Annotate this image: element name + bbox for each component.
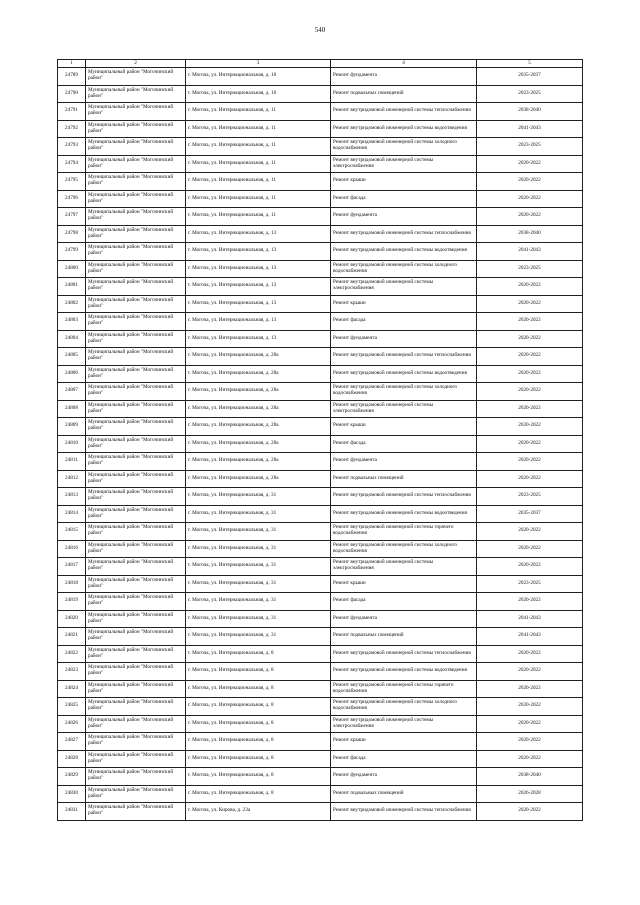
period-cell: 2020-2022 (477, 453, 583, 471)
work-type-cell: Ремонт фасада (331, 190, 477, 208)
work-type-cell: Ремонт фундамента (331, 610, 477, 628)
period-cell: 2020-2022 (477, 330, 583, 348)
municipality-cell: Муниципальный район "Могочинский район" (86, 295, 186, 313)
row-number: 24793 (58, 138, 86, 156)
work-type-cell: Ремонт фундамента (331, 208, 477, 226)
work-type-cell: Ремонт внутридомовой инженерной системы холодного водоснабжения (331, 138, 477, 156)
row-number: 24808 (58, 400, 86, 418)
table-row (58, 103, 583, 121)
municipality-cell: Муниципальный район "Могочинский район" (86, 505, 186, 523)
table-row (58, 470, 583, 488)
municipality-cell: Муниципальный район "Могочинский район" (86, 680, 186, 698)
table-row (58, 540, 583, 558)
table-row (58, 173, 583, 191)
address-cell: г. Могоча, ул. Интернациональная, д. 11 (186, 173, 331, 191)
table-row (58, 190, 583, 208)
column-header: 1 (58, 60, 86, 68)
period-cell: 2020-2022 (477, 435, 583, 453)
row-number: 24809 (58, 418, 86, 436)
period-cell: 2020-2022 (477, 645, 583, 663)
row-number: 24813 (58, 488, 86, 506)
row-number: 24797 (58, 208, 86, 226)
row-number: 24803 (58, 313, 86, 331)
municipality-cell: Муниципальный район "Могочинский район" (86, 138, 186, 156)
municipality-cell: Муниципальный район "Могочинский район" (86, 383, 186, 401)
work-type-cell: Ремонт внутридомовой инженерной системы электроснабжения (331, 558, 477, 576)
period-cell: 2023-2025 (477, 85, 583, 103)
municipality-cell: Муниципальный район "Могочинский район" (86, 645, 186, 663)
period-cell: 2020-2022 (477, 295, 583, 313)
municipality-cell: Муниципальный район "Могочинский район" (86, 225, 186, 243)
row-number: 24796 (58, 190, 86, 208)
table-row (58, 488, 583, 506)
municipality-cell: Муниципальный район "Могочинский район" (86, 190, 186, 208)
period-cell: 2020-2022 (477, 348, 583, 366)
work-type-cell: Ремонт внутридомовой инженерной системы теплоснабжения (331, 803, 477, 821)
row-number: 24828 (58, 750, 86, 768)
municipality-cell: Муниципальный район "Могочинский район" (86, 243, 186, 261)
address-cell: г. Могоча, ул. Интернациональная, д. 8 (186, 663, 331, 681)
municipality-cell: Муниципальный район "Могочинский район" (86, 733, 186, 751)
table-row (58, 85, 583, 103)
address-cell: г. Могоча, ул. Кирова, д. 23а (186, 803, 331, 821)
table-row (58, 278, 583, 296)
municipality-cell: Муниципальный район "Могочинский район" (86, 540, 186, 558)
work-type-cell: Ремонт крыши (331, 575, 477, 593)
period-cell: 2020-2022 (477, 593, 583, 611)
municipality-cell: Муниципальный район "Могочинский район" (86, 348, 186, 366)
address-cell: г. Могоча, ул. Интернациональная, д. 31 (186, 575, 331, 593)
row-number: 24821 (58, 628, 86, 646)
table-row (58, 575, 583, 593)
row-number: 24800 (58, 260, 86, 278)
period-cell: 2020-2022 (477, 190, 583, 208)
table-row (58, 505, 583, 523)
address-cell: г. Могоча, ул. Интернациональная, д. 28а (186, 470, 331, 488)
municipality-cell: Муниципальный район "Могочинский район" (86, 768, 186, 786)
table-row (58, 768, 583, 786)
municipality-cell: Муниципальный район "Могочинский район" (86, 103, 186, 121)
municipality-cell: Муниципальный район "Могочинский район" (86, 488, 186, 506)
work-type-cell: Ремонт внутридомовой инженерной системы электроснабжения (331, 715, 477, 733)
period-cell: 2020-2022 (477, 715, 583, 733)
period-cell: 2020-2022 (477, 540, 583, 558)
work-type-cell: Ремонт внутридомовой инженерной системы теплоснабжения (331, 488, 477, 506)
period-cell: 2020-2022 (477, 663, 583, 681)
table-row (58, 295, 583, 313)
table-row (58, 453, 583, 471)
address-cell: г. Могоча, ул. Интернациональная, д. 11 (186, 190, 331, 208)
row-number: 24789 (58, 68, 86, 86)
municipality-cell: Муниципальный район "Могочинский район" (86, 453, 186, 471)
municipality-cell: Муниципальный район "Могочинский район" (86, 260, 186, 278)
column-header: 2 (86, 60, 186, 68)
address-cell: г. Могоча, ул. Интернациональная, д. 28а (186, 365, 331, 383)
work-type-cell: Ремонт внутридомовой инженерной системы теплоснабжения (331, 103, 477, 121)
table-row (58, 68, 583, 86)
period-cell: 2020-2022 (477, 470, 583, 488)
table-row (58, 400, 583, 418)
address-cell: г. Могоча, ул. Интернациональная, д. 31 (186, 540, 331, 558)
table-row (58, 138, 583, 156)
row-number: 24811 (58, 453, 86, 471)
address-cell: г. Могоча, ул. Интернациональная, д. 10 (186, 85, 331, 103)
table-row (58, 750, 583, 768)
period-cell: 2041-2043 (477, 610, 583, 628)
row-number: 24794 (58, 155, 86, 173)
work-type-cell: Ремонт фундамента (331, 768, 477, 786)
municipality-cell: Муниципальный район "Могочинский район" (86, 330, 186, 348)
municipality-cell: Муниципальный район "Могочинский район" (86, 785, 186, 803)
row-number: 24791 (58, 103, 86, 121)
work-type-cell: Ремонт внутридомовой инженерной системы горячего водоснабжения (331, 523, 477, 541)
period-cell: 2020-2022 (477, 400, 583, 418)
row-number: 24790 (58, 85, 86, 103)
work-type-cell: Ремонт внутридомовой инженерной системы горячего водоснабжения (331, 680, 477, 698)
address-cell: г. Могоча, ул. Интернациональная, д. 31 (186, 593, 331, 611)
work-type-cell: Ремонт внутридомовой инженерной системы теплоснабжения (331, 225, 477, 243)
row-number: 24817 (58, 558, 86, 576)
table-row (58, 610, 583, 628)
municipality-cell: Муниципальный район "Могочинский район" (86, 278, 186, 296)
table-row (58, 383, 583, 401)
work-type-cell: Ремонт внутридомовой инженерной системы электроснабжения (331, 400, 477, 418)
address-cell: г. Могоча, ул. Интернациональная, д. 28а (186, 453, 331, 471)
table-row (58, 225, 583, 243)
municipality-cell: Муниципальный район "Могочинский район" (86, 523, 186, 541)
table-row (58, 243, 583, 261)
address-cell: г. Могоча, ул. Интернациональная, д. 8 (186, 698, 331, 716)
period-cell: 2035-2037 (477, 68, 583, 86)
municipality-cell: Муниципальный район "Могочинский район" (86, 365, 186, 383)
work-type-cell: Ремонт внутридомовой инженерной системы холодного водоснабжения (331, 260, 477, 278)
municipality-cell: Муниципальный район "Могочинский район" (86, 208, 186, 226)
page-number: 540 (314, 26, 326, 34)
table-row (58, 785, 583, 803)
row-number: 24795 (58, 173, 86, 191)
municipality-cell: Муниципальный район "Могочинский район" (86, 313, 186, 331)
address-cell: г. Могоча, ул. Интернациональная, д. 8 (186, 750, 331, 768)
table-row (58, 418, 583, 436)
address-cell: г. Могоча, ул. Интернациональная, д. 28а (186, 348, 331, 366)
work-type-cell: Ремонт подвальных помещений (331, 470, 477, 488)
row-number: 24818 (58, 575, 86, 593)
address-cell: г. Могоча, ул. Интернациональная, д. 28а (186, 400, 331, 418)
municipality-cell: Муниципальный район "Могочинский район" (86, 418, 186, 436)
municipality-cell: Муниципальный район "Могочинский район" (86, 698, 186, 716)
period-cell: 2026-2028 (477, 785, 583, 803)
row-number: 24831 (58, 803, 86, 821)
address-cell: г. Могоча, ул. Интернациональная, д. 28а (186, 435, 331, 453)
table-row (58, 208, 583, 226)
period-cell: 2023-2025 (477, 138, 583, 156)
table-row (58, 435, 583, 453)
address-cell: г. Могоча, ул. Интернациональная, д. 13 (186, 295, 331, 313)
period-cell: 2020-2022 (477, 750, 583, 768)
row-number: 24820 (58, 610, 86, 628)
row-number: 24819 (58, 593, 86, 611)
table-row (58, 260, 583, 278)
table-row (58, 348, 583, 366)
period-cell: 2038-2040 (477, 225, 583, 243)
table-row (58, 803, 583, 821)
row-number: 24805 (58, 348, 86, 366)
work-type-cell: Ремонт внутридомовой инженерной системы холодного водоснабжения (331, 540, 477, 558)
work-type-cell: Ремонт фундамента (331, 453, 477, 471)
work-type-cell: Ремонт фасада (331, 750, 477, 768)
table-row (58, 715, 583, 733)
municipality-cell: Муниципальный район "Могочинский район" (86, 610, 186, 628)
municipality-cell: Муниципальный район "Могочинский район" (86, 120, 186, 138)
period-cell: 2020-2022 (477, 383, 583, 401)
municipality-cell: Муниципальный район "Могочинский район" (86, 173, 186, 191)
address-cell: г. Могоча, ул. Интернациональная, д. 31 (186, 488, 331, 506)
address-cell: г. Могоча, ул. Интернациональная, д. 11 (186, 120, 331, 138)
period-cell: 2020-2022 (477, 208, 583, 226)
municipality-cell: Муниципальный район "Могочинский район" (86, 435, 186, 453)
period-cell: 2020-2022 (477, 558, 583, 576)
address-cell: г. Могоча, ул. Интернациональная, д. 31 (186, 610, 331, 628)
address-cell: г. Могоча, ул. Интернациональная, д. 28а (186, 383, 331, 401)
address-cell: г. Могоча, ул. Интернациональная, д. 11 (186, 103, 331, 121)
municipality-cell: Муниципальный район "Могочинский район" (86, 750, 186, 768)
row-number: 24798 (58, 225, 86, 243)
work-type-cell: Ремонт внутридомовой инженерной системы водоотведения (331, 663, 477, 681)
period-cell: 2020-2022 (477, 365, 583, 383)
table-row (58, 365, 583, 383)
row-number: 24799 (58, 243, 86, 261)
period-cell: 2020-2022 (477, 698, 583, 716)
table-row (58, 733, 583, 751)
table-row (58, 155, 583, 173)
work-type-cell: Ремонт фундамента (331, 330, 477, 348)
period-cell: 2020-2022 (477, 733, 583, 751)
row-number: 24802 (58, 295, 86, 313)
row-number: 24825 (58, 698, 86, 716)
table-row (58, 313, 583, 331)
address-cell: г. Могоча, ул. Интернациональная, д. 31 (186, 505, 331, 523)
period-cell: 2020-2022 (477, 418, 583, 436)
address-cell: г. Могоча, ул. Интернациональная, д. 8 (186, 768, 331, 786)
table-row (58, 663, 583, 681)
address-cell: г. Могоча, ул. Интернациональная, д. 13 (186, 225, 331, 243)
work-type-cell: Ремонт подвальных помещений (331, 85, 477, 103)
work-type-cell: Ремонт внутридомовой инженерной системы теплоснабжения (331, 348, 477, 366)
work-type-cell: Ремонт фундамента (331, 68, 477, 86)
period-cell: 2023-2025 (477, 260, 583, 278)
municipality-cell: Муниципальный район "Могочинский район" (86, 803, 186, 821)
row-number: 24829 (58, 768, 86, 786)
municipality-cell: Муниципальный район "Могочинский район" (86, 400, 186, 418)
period-cell: 2020-2022 (477, 680, 583, 698)
period-cell: 2041-2043 (477, 243, 583, 261)
address-cell: г. Могоча, ул. Интернациональная, д. 8 (186, 785, 331, 803)
row-number: 24816 (58, 540, 86, 558)
address-cell: г. Могоча, ул. Интернациональная, д. 28а (186, 418, 331, 436)
period-cell: 2023-2025 (477, 575, 583, 593)
row-number: 24822 (58, 645, 86, 663)
row-number: 24824 (58, 680, 86, 698)
period-cell: 2020-2022 (477, 173, 583, 191)
address-cell: г. Могоча, ул. Интернациональная, д. 11 (186, 208, 331, 226)
address-cell: г. Могоча, ул. Интернациональная, д. 31 (186, 558, 331, 576)
municipality-cell: Муниципальный район "Могочинский район" (86, 68, 186, 86)
row-number: 24815 (58, 523, 86, 541)
table-row (58, 645, 583, 663)
column-header: 4 (331, 60, 477, 68)
work-type-cell: Ремонт внутридомовой инженерной системы электроснабжения (331, 278, 477, 296)
work-type-cell: Ремонт внутридомовой инженерной системы теплоснабжения (331, 645, 477, 663)
period-cell: 2038-2040 (477, 103, 583, 121)
period-cell: 2041-2043 (477, 628, 583, 646)
period-cell: 2041-2043 (477, 120, 583, 138)
column-number-row (58, 60, 583, 68)
municipality-cell: Муниципальный район "Могочинский район" (86, 575, 186, 593)
row-number: 24807 (58, 383, 86, 401)
table-row (58, 628, 583, 646)
table-row (58, 120, 583, 138)
table-row (58, 330, 583, 348)
work-type-cell: Ремонт крыши (331, 418, 477, 436)
row-number: 24812 (58, 470, 86, 488)
column-header: 3 (186, 60, 331, 68)
address-cell: г. Могоча, ул. Интернациональная, д. 10 (186, 68, 331, 86)
table-row (58, 593, 583, 611)
work-type-cell: Ремонт внутридомовой инженерной системы электроснабжения (331, 155, 477, 173)
address-cell: г. Могоча, ул. Интернациональная, д. 13 (186, 243, 331, 261)
row-number: 24806 (58, 365, 86, 383)
municipality-cell: Муниципальный район "Могочинский район" (86, 628, 186, 646)
table-body (58, 68, 583, 821)
work-type-cell: Ремонт внутридомовой инженерной системы водоотведения (331, 243, 477, 261)
row-number: 24823 (58, 663, 86, 681)
address-cell: г. Могоча, ул. Интернациональная, д. 8 (186, 645, 331, 663)
column-header: 5 (477, 60, 583, 68)
work-type-cell: Ремонт внутридомовой инженерной системы холодного водоснабжения (331, 383, 477, 401)
period-cell: 2020-2022 (477, 803, 583, 821)
row-number: 24804 (58, 330, 86, 348)
period-cell: 2023-2025 (477, 488, 583, 506)
address-cell: г. Могоча, ул. Интернациональная, д. 11 (186, 155, 331, 173)
table-row (58, 558, 583, 576)
work-type-cell: Ремонт внутридомовой инженерной системы водоотведения (331, 505, 477, 523)
work-type-cell: Ремонт фасада (331, 593, 477, 611)
work-type-cell: Ремонт внутридомовой инженерной системы холодного водоснабжения (331, 698, 477, 716)
row-number: 24814 (58, 505, 86, 523)
work-type-cell: Ремонт крыши (331, 733, 477, 751)
municipality-cell: Муниципальный район "Могочинский район" (86, 85, 186, 103)
address-cell: г. Могоча, ул. Интернациональная, д. 31 (186, 628, 331, 646)
table-row (58, 698, 583, 716)
work-type-cell: Ремонт крыши (331, 295, 477, 313)
municipality-cell: Муниципальный район "Могочинский район" (86, 715, 186, 733)
row-number: 24810 (58, 435, 86, 453)
period-cell: 2020-2022 (477, 155, 583, 173)
work-type-cell: Ремонт внутридомовой инженерной системы водоотведения (331, 365, 477, 383)
address-cell: г. Могоча, ул. Интернациональная, д. 8 (186, 715, 331, 733)
work-type-cell: Ремонт внутридомовой инженерной системы водоотведения (331, 120, 477, 138)
work-type-cell: Ремонт крыши (331, 173, 477, 191)
municipality-cell: Муниципальный район "Могочинский район" (86, 558, 186, 576)
address-cell: г. Могоча, ул. Интернациональная, д. 13 (186, 330, 331, 348)
period-cell: 2035-2037 (477, 505, 583, 523)
address-cell: г. Могоча, ул. Интернациональная, д. 13 (186, 278, 331, 296)
address-cell: г. Могоча, ул. Интернациональная, д. 31 (186, 523, 331, 541)
address-cell: г. Могоча, ул. Интернациональная, д. 8 (186, 733, 331, 751)
row-number: 24827 (58, 733, 86, 751)
municipality-cell: Муниципальный район "Могочинский район" (86, 663, 186, 681)
work-type-cell: Ремонт фасада (331, 435, 477, 453)
row-number: 24830 (58, 785, 86, 803)
work-type-cell: Ремонт фасада (331, 313, 477, 331)
row-number: 24801 (58, 278, 86, 296)
table-row (58, 523, 583, 541)
row-number: 24792 (58, 120, 86, 138)
table-row (58, 680, 583, 698)
row-number: 24826 (58, 715, 86, 733)
period-cell: 2020-2022 (477, 523, 583, 541)
work-type-cell: Ремонт подвальных помещений (331, 785, 477, 803)
municipality-cell: Муниципальный район "Могочинский район" (86, 155, 186, 173)
address-cell: г. Могоча, ул. Интернациональная, д. 13 (186, 313, 331, 331)
period-cell: 2020-2022 (477, 313, 583, 331)
period-cell: 2038-2040 (477, 768, 583, 786)
address-cell: г. Могоча, ул. Интернациональная, д. 11 (186, 138, 331, 156)
period-cell: 2020-2022 (477, 278, 583, 296)
capital-repair-table (57, 59, 583, 821)
work-type-cell: Ремонт подвальных помещений (331, 628, 477, 646)
address-cell: г. Могоча, ул. Интернациональная, д. 8 (186, 680, 331, 698)
address-cell: г. Могоча, ул. Интернациональная, д. 13 (186, 260, 331, 278)
municipality-cell: Муниципальный район "Могочинский район" (86, 593, 186, 611)
municipality-cell: Муниципальный район "Могочинский район" (86, 470, 186, 488)
